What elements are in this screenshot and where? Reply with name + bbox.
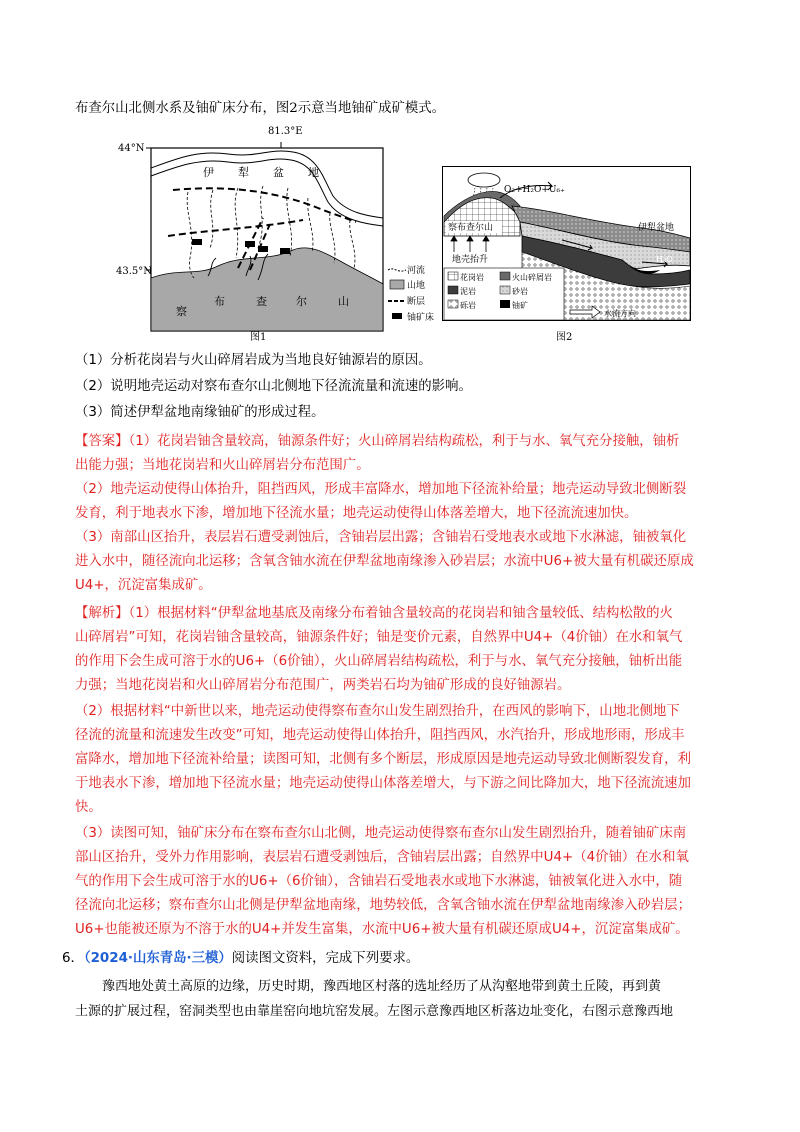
q6-para-line-1: 豫西地处黄土高原的边缘，历史时期，豫西地区村落的选址经历了从沟壑地带到黄土丘陵，再到黄 [102, 979, 662, 994]
figure-2 [442, 166, 692, 326]
mountain-char-2: 布 [214, 295, 225, 308]
legend-river-label: 河流 [407, 266, 426, 276]
lat-bottom-label: 43.5°N [116, 266, 153, 277]
answer-line-2: 出能力强；当地花岗岩和火山碎屑岩分布范围广。 [75, 458, 370, 473]
figure-1-caption: 图1 [250, 332, 267, 343]
analysis-line-7: 富降水，增加地下径流补给量；读图可知，北侧有多个断层，形成原因是地壳运动导致北侧断裂发育，利 [75, 752, 691, 767]
basin-char-4: 地 [308, 166, 319, 179]
question-3: （3）简述伊犁盆地南缘铀矿的形成过程。 [75, 405, 325, 420]
figure-2-caption: 图2 [556, 332, 573, 343]
mountain-char-1: 察 [176, 305, 187, 318]
figure-1-map [116, 118, 435, 343]
q6-prompt: 阅读图文资料，完成下列要求。 [231, 951, 420, 966]
answer-line-6: 进入水中，随径流向北运移；含氧含铀水流在伊犁盆地南缘渗入砂岩层；水流中U6+被大量有机碳还原成 [75, 554, 694, 569]
analysis-line-13: 径流向北运移；察布查尔山北侧是伊犁盆地南缘，地势较低，含氧含铀水流在伊犁盆地南缘渗入砂岩层； [75, 898, 691, 913]
answer-line-4: 发育，利于地表水下渗，增加地下径流水量；地壳运动使得山体落差增大，地下径流流速加快。 [75, 506, 638, 521]
mountain-char-4: 尔 [296, 295, 307, 308]
analysis-line-6: 径流的流量和流速发生改变”可知，地壳运动使得山体抬升，阻挡西风，水汽抬升，形成地形雨，形成丰 [75, 728, 685, 743]
q6-number: 6． [62, 951, 84, 966]
mountain-char-5: 山 [338, 295, 349, 308]
legend-conglomerate: 砾岩 [460, 301, 476, 310]
question-1: （1）分析花岗岩与火山碎屑岩成为当地良好铀源岩的原因。 [75, 353, 432, 368]
analysis-line-9: 快。 [75, 800, 102, 815]
mountain-char-3: 查 [256, 295, 267, 308]
legend-fault-label: 断层 [407, 297, 426, 307]
water-label: H₂O [656, 255, 673, 264]
legend-mudstone: 泥岩 [460, 287, 476, 296]
lon-label: 81.3°E [268, 126, 303, 137]
analysis-line-3: 的作用下会生成可溶于水的U6+（6价铀），火山碎屑岩结构疏松，利于与水、氧气充分接触，铀析出能 [75, 654, 683, 669]
answer-line-7: U4+，沉淀富集成矿。 [75, 578, 212, 593]
analysis-line-14: U6+也能被还原为不溶于水的U4+并发生富集，水流中U6+被大量有机碳还原成U4+，沉淀富集成矿。 [75, 922, 689, 937]
answer-tag: 【答案】 [75, 434, 129, 449]
reaction-label: O₂+H₂O+U₆₊ [504, 185, 565, 195]
analysis-line-8: 于地表水下渗，增加地下径流水量；地壳运动使得山体落差增大，与下游之间比降加大，地下径流流速加 [75, 776, 691, 791]
fig2-legend [444, 268, 564, 320]
analysis-line-12: 气的作用下会生成可溶于水的U6+（6价铀），含铀岩石受地表水或地下水淋滤，铀被氧化进入水中，随 [75, 874, 683, 889]
figure-1 [116, 118, 435, 343]
analysis-line-5: （2）根据材料“中新世以来，地壳运动使得察布查尔山发生剧烈抬升，在西风的影响下，山地北侧地下 [75, 704, 680, 719]
legend-granite: 花岗岩 [460, 273, 484, 282]
legend-mountain-label: 山地 [407, 281, 426, 291]
basin-label: 伊犁盆地 [638, 223, 675, 233]
q6-para-line-2: 土源的扩展过程，窑洞类型也由靠崖窑向地坑窑发展。左图示意豫西地区析落边址变化，右图示意豫西地 [75, 1004, 674, 1019]
question-2: （2）说明地壳运动对察布查尔山北侧地下径流流量和流速的影响。 [75, 379, 472, 394]
analysis-line-1: 【解析】（1）根据材料“伊犁盆地基底及南缘分布着铀含量较高的花岗岩和铀含量较低、结构松散的火 [75, 606, 673, 621]
mountain-label: 察布查尔山 [448, 223, 494, 233]
intro-line: 布查尔山北侧水系及铀矿床分布，图2示意当地铀矿成矿模式。 [75, 101, 446, 116]
analysis-line-4: 力强；当地花岗岩和火山碎屑岩分布范围广，两类岩石均为铀矿形成的良好铀源岩。 [75, 678, 571, 693]
fig1-legend [388, 264, 434, 323]
answer-line-3: （2）地壳运动使得山体抬升，阻挡西风，形成丰富降水，增加地下径流补给量；地壳运动导致北侧断裂 [75, 482, 687, 497]
analysis-line-2: 山碎屑岩”可知，花岗岩铀含量较高，铀源条件好；铀是变价元素，自然界中U4+（4价铀）在水和氧气 [75, 630, 683, 645]
analysis-tag: 【解析】 [75, 606, 129, 621]
lat-top-label: 44°N [118, 143, 145, 154]
figure-2-diagram [442, 166, 692, 326]
q6-header [62, 948, 722, 970]
basin-char-1: 伊 [203, 166, 214, 179]
legend-uranium: 铀矿 [512, 301, 528, 310]
uplift-label: 地壳抬升 [452, 255, 489, 265]
legend-flow: 水流方向 [604, 309, 636, 318]
legend-uranium-label: 铀矿床 [407, 313, 435, 323]
legend-sandstone: 砂岩 [512, 287, 528, 296]
q6-source: （2024·山东青岛·三模） [83, 951, 232, 966]
answer-line-5: （3）南部山区抬升，表层岩石遭受剥蚀后，含铀岩层出露；含铀岩石受地表水或地下水淋滤，铀被氧化 [75, 530, 687, 545]
basin-char-3: 盆 [273, 166, 284, 179]
basin-char-2: 犁 [238, 166, 249, 179]
answer-line-1: 【答案】（1）花岗岩铀含量较高，铀源条件好；火山碎屑岩结构疏松，利于与水、氧气充分接触，铀析 [75, 434, 680, 449]
legend-volcanic: 火山碎屑岩 [512, 273, 552, 282]
analysis-line-11: 部山区抬升，受外力作用影响，表层岩石遭受剥蚀后，含铀岩层出露；自然界中U4+（4价铀）在水和氧 [75, 850, 689, 865]
analysis-line-10: （3）读图可知，铀矿床分布在察布查尔山北侧，地壳运动使得察布查尔山发生剧烈抬升，随着铀矿床南 [75, 826, 687, 841]
